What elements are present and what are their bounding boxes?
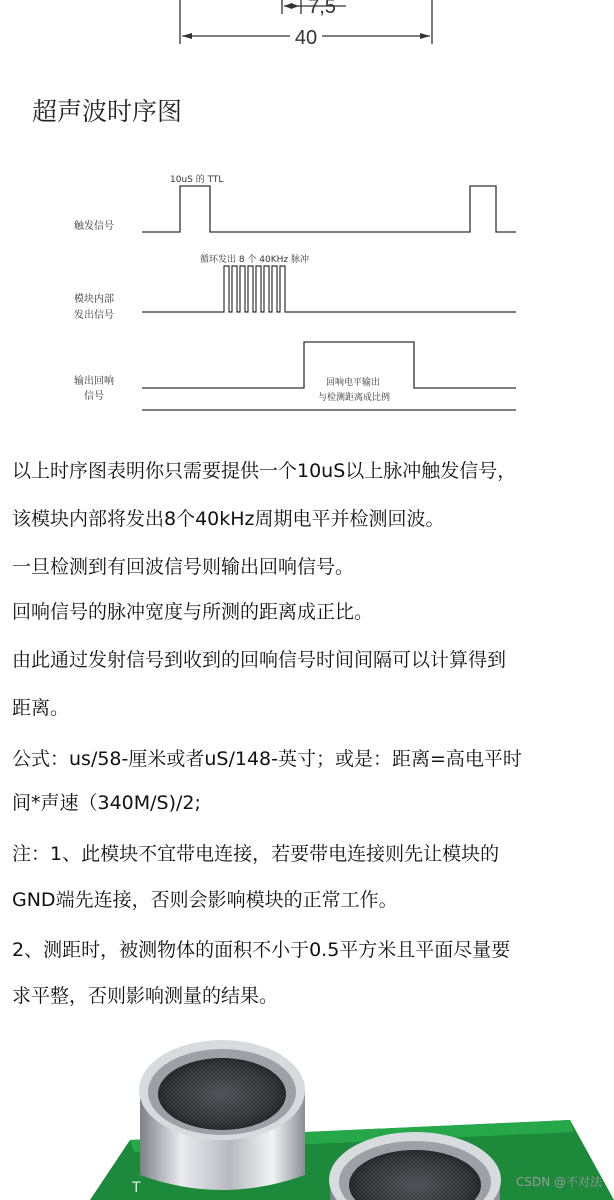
paragraph-line: 注：1、此模块不宜带电连接，若要带电连接则先让模块的 bbox=[12, 843, 500, 865]
paragraph-5 bbox=[12, 642, 612, 727]
output-row-label-1: 输出回响 bbox=[74, 376, 114, 387]
burst-label: 循环发出 8 个 40KHz 脉冲 bbox=[200, 255, 310, 265]
echo-label-1: 回响电平输出 bbox=[326, 378, 381, 388]
paragraph-8 bbox=[12, 932, 612, 1015]
paragraph-3 bbox=[12, 549, 612, 586]
paragraph-line: 公式：us/58-厘米或者uS/148-英寸；或是：距离=高电平时 bbox=[12, 748, 522, 770]
paragraph-line: 2、测距时，被测物体的面积不小于0.5平方米且平面尽量要 bbox=[12, 939, 511, 961]
paragraph-line: 求平整，否则影响测量的结果。 bbox=[12, 985, 279, 1007]
paragraph-4 bbox=[12, 594, 612, 631]
dimension-outer-label: 40 bbox=[294, 27, 318, 49]
paragraph-1 bbox=[12, 453, 612, 490]
paragraph-2 bbox=[12, 501, 612, 538]
paragraph-line: 间*声速（340M/S)/2; bbox=[12, 792, 201, 814]
paragraph-line: 由此通过发射信号到收到的回响信号时间间隔可以计算得到 bbox=[12, 649, 507, 671]
section-title: 超声波时序图 bbox=[32, 97, 183, 126]
watermark: CSDN @不对法 bbox=[515, 1175, 602, 1189]
trigger-row-label: 触发信号 bbox=[74, 221, 114, 232]
output-row-label-2: 信号 bbox=[84, 391, 104, 402]
paragraph-line: 一旦检测到有回波信号则输出回响信号。 bbox=[12, 556, 355, 578]
echo-label-2: 与检测距离成比例 bbox=[318, 393, 391, 403]
dimension-inner-label: 7,5 bbox=[308, 0, 336, 18]
trigger-waveform bbox=[142, 186, 516, 232]
trigger-pulse-label: 10uS 的 TTL bbox=[170, 175, 224, 185]
paragraph-7 bbox=[12, 836, 612, 919]
timing-diagram bbox=[0, 165, 614, 425]
paragraph-line: 距离。 bbox=[12, 697, 70, 719]
paragraph-line: GND端先连接，否则会影响模块的正常工作。 bbox=[12, 889, 398, 911]
dimension-drawing bbox=[0, 0, 614, 50]
paragraph-6 bbox=[12, 741, 612, 822]
module-row-label-1: 模块内部 bbox=[74, 294, 114, 305]
burst-waveform bbox=[142, 266, 516, 312]
module-row-label-2: 发出信号 bbox=[74, 310, 114, 321]
paragraph-line: 回响信号的脉冲宽度与所测的距离成正比。 bbox=[12, 601, 374, 623]
svg-text:T: T bbox=[132, 1180, 141, 1196]
paragraph-line: 该模块内部将发出8个40kHz周期电平并检测回波。 bbox=[12, 508, 445, 530]
paragraph-line: 以上时序图表明你只需要提供一个10uS以上脉冲触发信号， bbox=[12, 460, 517, 482]
